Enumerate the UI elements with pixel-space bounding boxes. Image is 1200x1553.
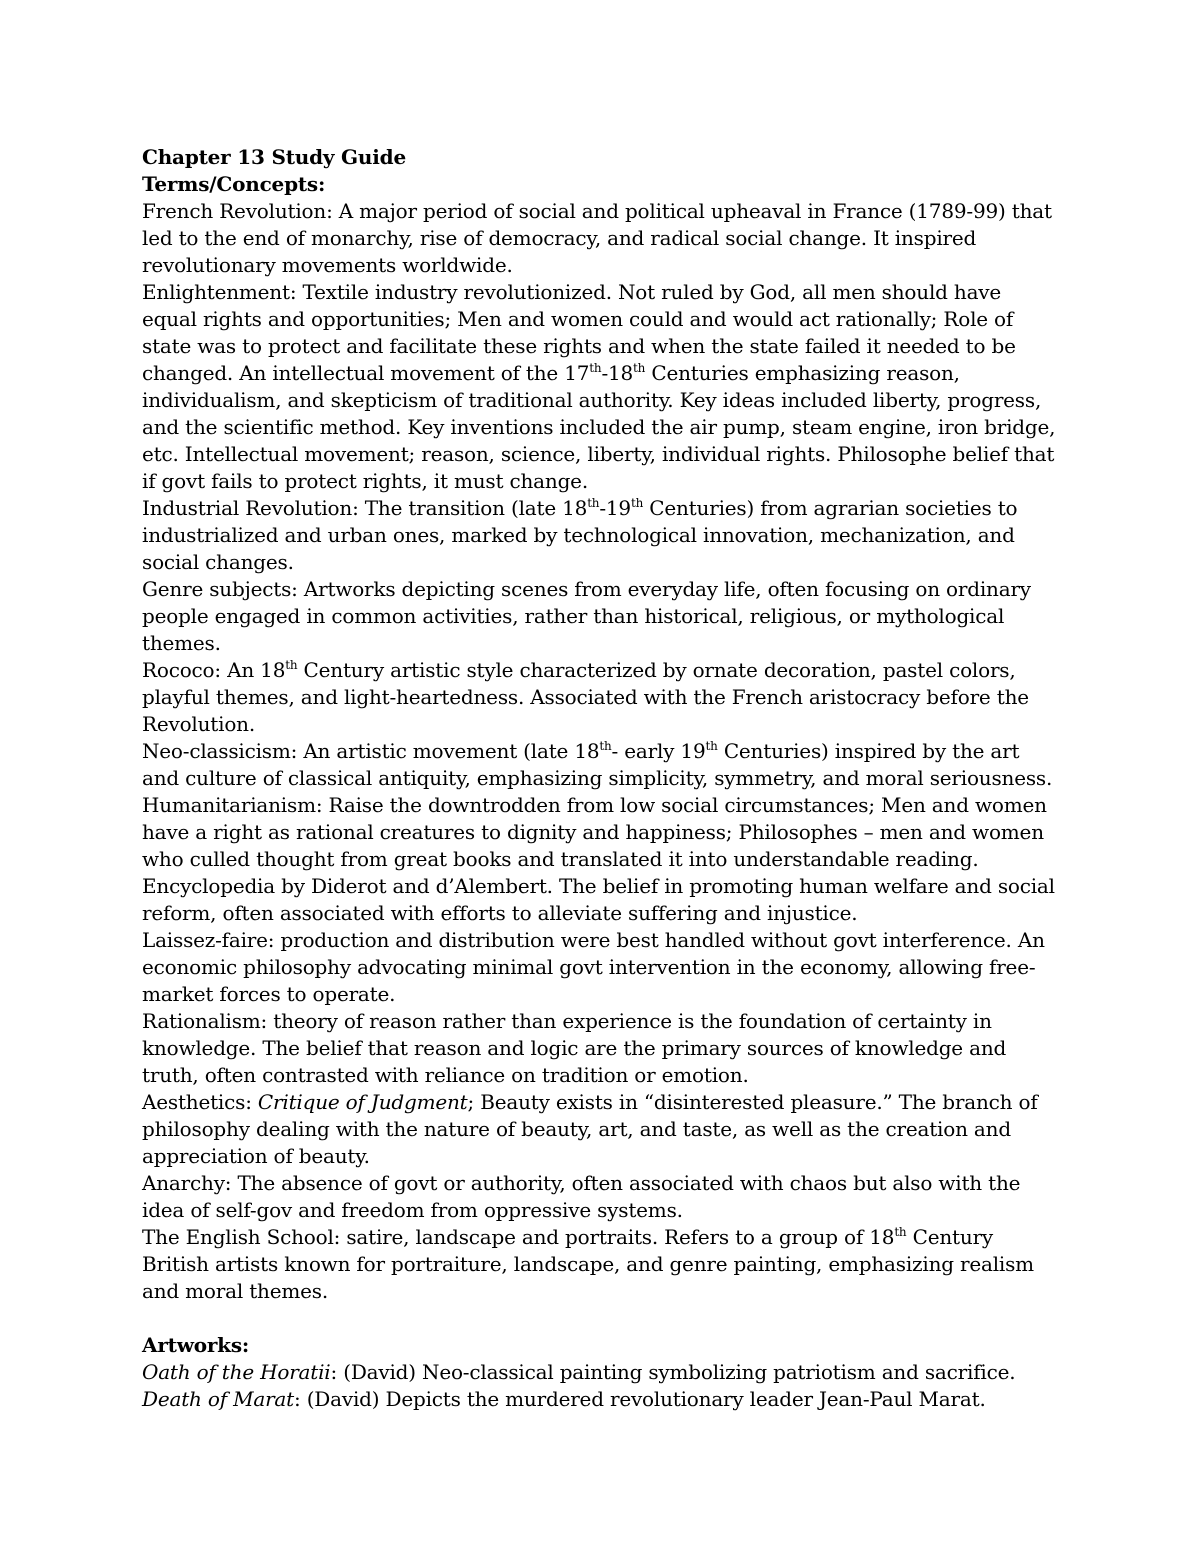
term-label: Humanitarianism <box>142 793 316 817</box>
term-label: The English School <box>142 1225 334 1249</box>
section-spacer <box>142 1305 1062 1332</box>
artwork-description: : (David) Neo-classical painting symbolizing patriotism and sacrifice. <box>330 1360 1016 1384</box>
term-label: Rationalism <box>142 1009 261 1033</box>
term-english-school: The English School: satire, landscape and portraits. Refers to a group of 18th Century British artists known for portraiture, landscape, and genre painting, emphasizing realism and moral themes. <box>142 1225 1034 1303</box>
term-industrial-revolution: Industrial Revolution: The transition (late 18th-19th Centuries) from agrarian societies to industrialized and urban ones, marked by technological innovation, mechanization, and social changes. <box>142 496 1018 574</box>
term-definition: Raise the downtrodden from low social circumstances; Men and women have a right as rational creatures to dignity and happiness; Philosophes – men and women who culled thought from great books and translated it into understandable reading. Encyclopedia by Diderot and d’Alembert. The belief in promoting human welfare and social reform, often associated with efforts to alleviate suffering and injustice. <box>142 793 1055 925</box>
term-label: Enlightenment <box>142 280 290 304</box>
term-definition: Artworks depicting scenes from everyday life, often focusing on ordinary people engaged in common activities, rather than historical, religious, or mythological themes. <box>142 577 1031 655</box>
term-label: French Revolution <box>142 199 327 223</box>
artwork-title: Oath of the Horatii <box>142 1360 331 1384</box>
term-definition: theory of reason rather than experience is the foundation of certainty in knowledge. The belief that reason and logic are the primary sources of knowledge and truth, often contrasted with reliance on tradition or emotion. <box>142 1009 1007 1087</box>
artworks-heading: Artworks: <box>142 1333 250 1357</box>
term-aesthetics: Aesthetics: Critique of Judgment; Beauty exists in “disinterested pleasure.” The branch of philosophy dealing with the nature of beauty, art, and taste, as well as the creation and appreciation of beauty. <box>142 1090 1038 1168</box>
term-laissez-faire: Laissez-faire: production and distribution were best handled without govt interference. An economic philosophy advocating minimal govt intervention in the economy, allowing free-market forces to operate. <box>142 928 1045 1006</box>
term-enlightenment: Enlightenment: Textile industry revolutionized. Not ruled by God, all men should have equal rights and opportunities; Men and women could and would act rationally; Role of state was to protect and facilitate these rights and when the state failed it needed to be changed. An intellectual movement of the 17th-18th Centuries emphasizing reason, individualism, and skepticism of traditional authority. Key ideas included liberty, progress, and the scientific method. Key inventions included the air pump, steam engine, iron bridge, etc. Intellectual movement; reason, science, liberty, individual rights. Philosophe belief that if govt fails to protect rights, it must change. <box>142 280 1056 493</box>
document-page <box>142 144 1062 1413</box>
artwork-title: Death of Marat <box>142 1387 294 1411</box>
term-label: Neo-classicism <box>142 739 291 763</box>
term-definition: An artistic movement (late 18 <box>303 739 600 763</box>
term-rococo: Rococo: An 18th Century artistic style characterized by ornate decoration, pastel colors, playful themes, and light-heartedness. Associated with the French aristocracy before the Revolution. <box>142 658 1029 736</box>
term-definition: Textile industry revolutionized. Not ruled by God, all men should have equal rights and opportunities; Men and women could and would act rationally; Role of state was to protect and facilitate these rights and when the state failed it needed to be changed. An intellectual movement of the 17 <box>142 280 1016 385</box>
term-label: Aesthetics <box>142 1090 246 1114</box>
term-anarchy: Anarchy: The absence of govt or authority, often associated with chaos but also with the idea of self-gov and freedom from oppressive systems. <box>142 1171 1021 1222</box>
term-label: Laissez-faire <box>142 928 268 952</box>
term-definition: The absence of govt or authority, often associated with chaos but also with the idea of self-gov and freedom from oppressive systems. <box>142 1171 1021 1222</box>
work-title: Critique of Judgment <box>257 1090 468 1114</box>
term-neo-classicism: Neo-classicism: An artistic movement (late 18th- early 19th Centuries) inspired by the art and culture of classical antiquity, emphasizing simplicity, symmetry, and moral seriousness. <box>142 739 1053 790</box>
term-humanitarianism: Humanitarianism: Raise the downtrodden from low social circumstances; Men and women have a right as rational creatures to dignity and happiness; Philosophes – men and women who culled thought from great books and translated it into understandable reading. Encyclopedia by Diderot and d’Alembert. The belief in promoting human welfare and social reform, often associated with efforts to alleviate suffering and injustice. <box>142 793 1055 925</box>
terms-heading: Terms/Concepts: <box>142 172 326 196</box>
term-definition: The transition (late 18 <box>364 496 588 520</box>
term-genre-subjects: Genre subjects: Artworks depicting scenes from everyday life, often focusing on ordinary people engaged in common activities, rather than historical, religious, or mythological themes. <box>142 577 1031 655</box>
term-definition: satire, landscape and portraits. Refers to a group of 18 <box>346 1225 895 1249</box>
artwork-oath-of-the-horatii <box>142 1359 1062 1386</box>
term-label: Genre subjects <box>142 577 292 601</box>
artwork-death-of-marat <box>142 1386 1062 1413</box>
document-title: Chapter 13 Study Guide <box>142 145 406 169</box>
artwork-description: : (David) Depicts the murdered revolutionary leader Jean-Paul Marat. <box>294 1387 986 1411</box>
term-definition: An 18 <box>227 658 286 682</box>
term-label: Anarchy <box>142 1171 225 1195</box>
term-label: Rococo <box>142 658 215 682</box>
term-french-revolution: French Revolution: A major period of social and political upheaval in France (1789-99) that led to the end of monarchy, rise of democracy, and radical social change. It inspired revolutionary movements worldwide. <box>142 199 1052 277</box>
term-rationalism: Rationalism: theory of reason rather than experience is the foundation of certainty in knowledge. The belief that reason and logic are the primary sources of knowledge and truth, often contrasted with reliance on tradition or emotion. <box>142 1009 1007 1087</box>
term-label: Industrial Revolution <box>142 496 353 520</box>
term-definition: A major period of social and political upheaval in France (1789-99) that led to the end of monarchy, rise of democracy, and radical social change. It inspired revolutionary movements worldwide. <box>142 199 1052 277</box>
term-definition: production and distribution were best handled without govt interference. An economic philosophy advocating minimal govt intervention in the economy, allowing free-market forces to operate. <box>142 928 1045 1006</box>
term-definition: ; Beauty exists in “disinterested pleasure.” The branch of philosophy dealing with the nature of beauty, art, and taste, as well as the creation and appreciation of beauty. <box>142 1090 1038 1168</box>
